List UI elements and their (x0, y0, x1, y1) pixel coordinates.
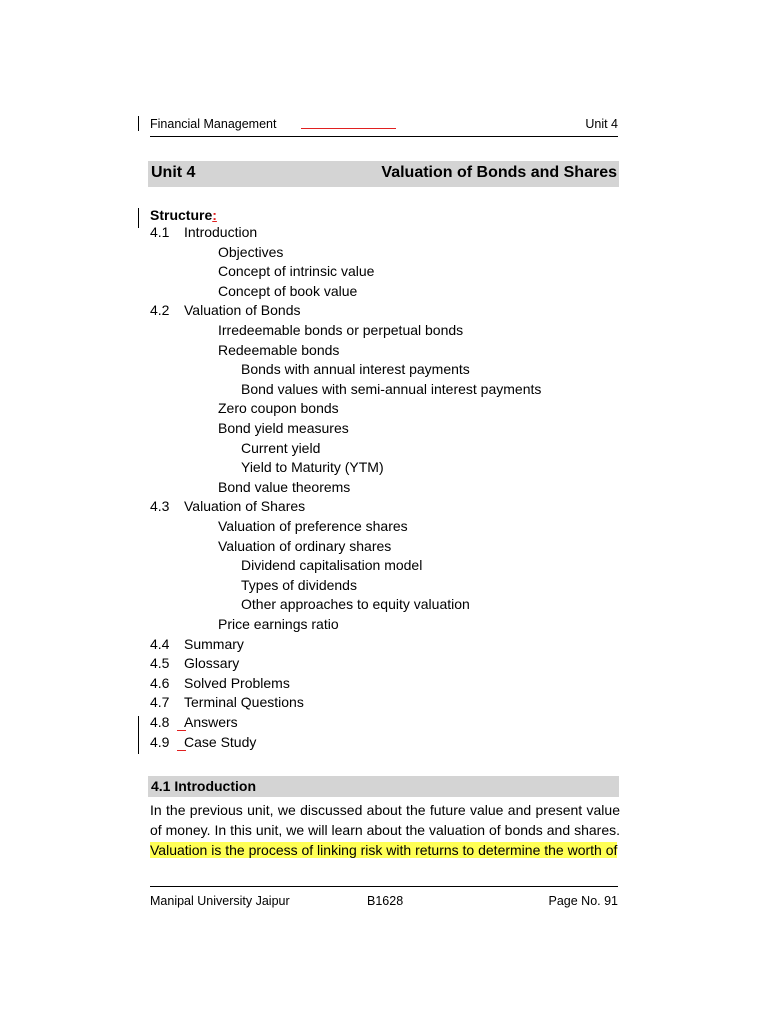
toc-entry-title: Concept of book value (218, 282, 358, 299)
revision-underline (177, 730, 186, 731)
toc-section-number: 4.6 (150, 674, 170, 691)
toc-entry-title: Concept of intrinsic value (218, 263, 375, 280)
toc-section-number: 4.3 (150, 498, 170, 515)
toc-entry-title: Yield to Maturity (YTM) (241, 459, 384, 476)
section-heading: 4.1 Introduction (151, 778, 256, 794)
footer-page-number: Page No. 91 (548, 894, 618, 908)
paragraph-line: of money. In this unit, we will learn about the valuation of bonds and shares. (150, 822, 620, 838)
revision-bar (138, 716, 139, 754)
toc-section-number: 4.4 (150, 635, 170, 652)
revision-bar (138, 116, 139, 131)
toc-entry-title: Case Study (184, 733, 257, 750)
structure-label-text: Structure (150, 207, 213, 223)
toc-section-number: 4.1 (150, 224, 170, 240)
toc-section-number: 4.8 (150, 714, 170, 730)
toc-entry-title: Dividend capitalisation model (241, 557, 423, 574)
toc-entry-title: Irredeemable bonds or perpetual bonds (218, 322, 464, 338)
toc-entry-title: Answers (184, 714, 238, 730)
toc-entry-title: Current yield (241, 439, 321, 456)
toc-section-number: 4.9 (150, 733, 170, 750)
header-unit-label: Unit 4 (585, 117, 618, 131)
section-heading-band (148, 776, 619, 797)
paragraph-line: In the previous unit, we discussed about the future value and present value (150, 802, 620, 818)
toc-entry-title: Bond values with semi-annual interest payments (241, 380, 542, 397)
toc-entry-title: Valuation of ordinary shares (218, 537, 392, 554)
toc-entry-title: Valuation of Shares (184, 498, 306, 515)
unit-title-band (148, 161, 619, 187)
paragraph-line-highlighted (150, 842, 620, 858)
toc-entry-title: Bond yield measures (218, 420, 349, 436)
structure-heading (150, 207, 217, 223)
toc-entry-title: Other approaches to equity valuation (241, 596, 470, 613)
toc-entry-title: Terminal Questions (184, 694, 304, 711)
header-book-title: Financial Management (150, 117, 277, 131)
toc-entry-title: Objectives (218, 243, 284, 260)
toc-entry-title: Bond value theorems (218, 478, 351, 495)
revision-bar (138, 208, 139, 228)
page-header (150, 114, 618, 137)
footer-university: Manipal University Jaipur (150, 894, 290, 908)
unit-number: Unit 4 (151, 164, 196, 181)
toc-section-number: 4.5 (150, 655, 170, 672)
toc-section-number: 4.2 (150, 302, 170, 319)
toc-entry-title: Redeemable bonds (218, 341, 340, 358)
toc-entry-title: Zero coupon bonds (218, 400, 339, 417)
revision-underline (177, 750, 186, 751)
toc-entry-title: Summary (184, 635, 244, 652)
toc-entry-title: Types of dividends (241, 576, 357, 593)
revision-underline (301, 128, 396, 129)
unit-name: Valuation of Bonds and Shares (381, 164, 617, 181)
toc-entry-title: Price earnings ratio (218, 616, 339, 632)
toc-entry-title: Valuation of preference shares (218, 518, 408, 534)
page-footer (150, 886, 618, 909)
footer-course-code: B1628 (367, 894, 404, 908)
highlighted-text: Valuation is the process of linking risk with returns to determine the worth of (150, 842, 618, 858)
toc-entry-title: Solved Problems (184, 674, 290, 691)
toc-section-number: 4.7 (150, 694, 170, 711)
toc-entry-title: Glossary (184, 655, 240, 672)
toc-entry-title: Valuation of Bonds (184, 302, 301, 319)
toc-entry-title: Bonds with annual interest payments (241, 361, 470, 378)
toc-entry-title: Introduction (184, 224, 258, 240)
structure-colon: : (212, 207, 217, 223)
